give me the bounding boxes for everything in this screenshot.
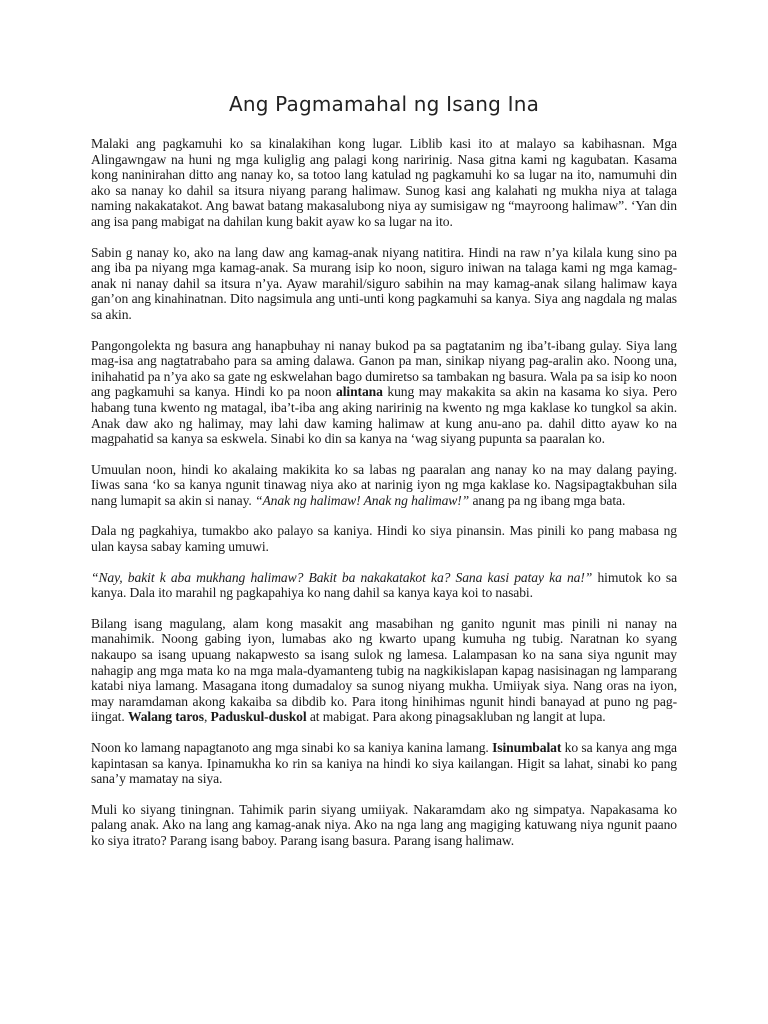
text-run: Malaki ang pagkamuhi ko sa kinalakihan kong lugar. Liblib kasi ito at malayo sa kabihasnan. Mga Alingawngaw na huni ng mga kuliglig ang palagi kong naririnig. Nasa gitna kami ng kagubatan. Kasama kong naninirahan ditto ang nanay ko, sa totoo lang katulad ng pagkamuhi ko sa lugar na ito, namumuhi din ako sa nanay ko dahil sa itsura niyang parang halimaw. Sunog kasi ang kalahati ng mukha niya at talaga naming nakakatakot. Ang bawat batang makasalubong niya ay sumisigaw ng “mayroong halimaw”. ‘Yan din ang isa pang mabigat na dahilan kung bakit ayaw ko sa lugar na ito. — [91, 136, 677, 229]
bold-term: Walang taros — [127, 709, 204, 725]
paragraph-6 — [91, 570, 677, 601]
paragraph-7 — [91, 616, 677, 725]
text-run: Pangongolekta ng basura ang hanapbuhay ni nanay bukod pa sa pagtatanim ng iba’t-ibang gulay. Siya lang mag-isa ang nagtatrabaho para sa aming dalawa. Ganon pa man, sinikap niyang pag-aralin ako. Noong una, inihahatid pa n’ya ako sa gate ng eskwelahan bago dumiretso sa tambakan ng basura. Wala pa sa isip ko noon ang pagkamuhi sa kanya. Hindi ko pa noon — [91, 337, 677, 400]
text-run: kung may makakita sa akin na kasama ko siya. Pero habang tuna kwento ng matagal, iba’t-iba ang aking naririnig na kwento ng mga kaklase ko tungkol sa akin. Anak daw ako ng halimay, may lahi daw kaming halimaw at kung anu-ano pa. dahil ditto ayaw ko na magpahatid sa kanya sa eskwela. Sinabi ko din sa kanya na ‘wag siyang pupunta sa paaralan ko. — [91, 384, 678, 447]
document-title: Ang Pagmamahal ng Isang Ina — [228, 92, 540, 116]
text-run: Bilang isang magulang, alam kong masakit ang masabihan ng ganito ngunit mas pinili ni nanay na manahimik. Noong gabing iyon, lumabas ako ng kwarto upang kumuha ng tubig. Naratnan ko syang nakaupo sa isang upuang nakapwesto sa isang sulok ng lamesa. Lalampasan ko na sana siya ngunit may nahagip ang mga mata ko na mga mala-dyamanteng tubig na nagkikislapan kapag nasisinagan ng lamparang katabi niya lamang. Masagana itong dumadaloy sa sunog niyang mukha. Umiiyak siya. Nang oras na iyon, may naramdaman akong kakaiba sa dibdib ko. Para itong hinihimas ngunit hindi banayad at puno ng pag-iingat. — [91, 615, 677, 725]
text-run: himutok ko sa kanya. Dala ito marahil ng pagkapahiya ko nang dahil sa kanya kaya koi to nasabi. — [91, 569, 678, 601]
bold-term: Paduskul-duskol — [210, 709, 307, 725]
text-run: , — [203, 709, 211, 725]
paragraph-1 — [91, 136, 677, 230]
text-run: ko sa kanya ang mga kapintasan sa kanya. Ipinamukha ko rin sa kaniya na hindi ko siya kailangan. Higit sa lahat, sinabi ko pang sana’y mamatay na siya. — [91, 740, 677, 787]
document-body — [91, 136, 677, 849]
text-run: anang pa ng ibang mga bata. — [469, 492, 626, 508]
paragraph-2 — [91, 245, 677, 323]
bold-term: alintana — [336, 384, 383, 400]
paragraph-8 — [91, 740, 677, 787]
text-run: Umuulan noon, hindi ko akalaing makikita ko sa labas ng paaralan ang nanay ko na may dalang paying. Iiwas sana ‘ko sa kanya ngunit tinawag niya ako at narinig iyon ng mga kaklase ko. Nagsipagtakbuhan sila nang lumapit sa akin si nanay. — [91, 461, 677, 508]
text-run: Noon ko lamang napagtanoto ang mga sinabi ko sa kaniya kanina lamang. — [91, 740, 493, 755]
text-run: Muli ko siyang tiningnan. Tahimik parin siyang umiiyak. Nakaramdam ako ng simpatya. Napakasama ko palang anak. Ako na lang ang kamag-anak niya. Ako na nga lang ang magiging katuwang niya ngunit paano ko siya itrato? Parang isang baboy. Parang isang basura. Parang isang halimaw. — [91, 801, 677, 848]
bold-term: Isinumbalat — [492, 740, 562, 755]
paragraph-3 — [91, 338, 677, 447]
text-run: Sabin g nanay ko, ako na lang daw ang kamag-anak niyang natitira. Hindi na raw n’ya kilala kung sino pa ang iba pa niyang mga kamag-anak. Sa murang isip ko noon, siguro iniwan na talaga kami ng mga kamag-anak ni nanay dahil sa itsura n’ya. Ayaw marahil/siguro sabihin na may kamag-anak silang halimaw kaya gan’on ang kinahinatnan. Dito nagsimula ang unti-unti kong pagkamuhi sa kanya. Siya ang nagdala ng malas sa akin. — [91, 244, 677, 322]
text-run: at mabigat. Para akong pinagsakluban ng langit at lupa. — [306, 709, 606, 725]
italic-quote: “Nay, bakit k aba mukhang halimaw? Bakit ba nakakatakot ka? Sana kasi patay ka na!” — [91, 569, 593, 585]
italic-quote: “Anak ng halimaw! Anak ng halimaw!” — [255, 492, 470, 508]
paragraph-9 — [91, 802, 677, 849]
paragraph-4 — [91, 462, 677, 509]
text-run: Dala ng pagkahiya, tumakbo ako palayo sa kaniya. Hindi ko siya pinansin. Mas pinili ko pang mabasa ng ulan kaysa sabay kaming umuwi. — [91, 523, 677, 555]
paragraph-5 — [91, 523, 677, 554]
